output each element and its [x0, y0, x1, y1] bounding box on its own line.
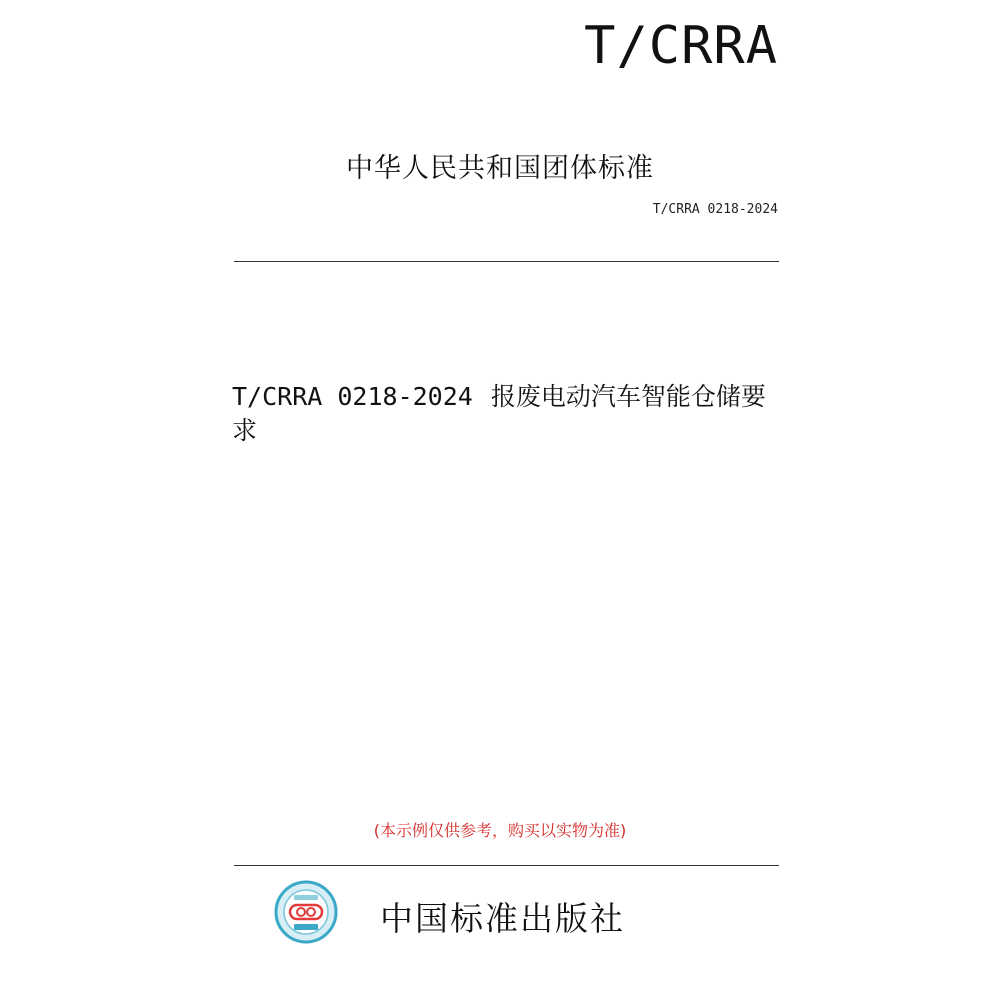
top-divider — [234, 261, 779, 262]
sample-notice: (本示例仅供参考，购买以实物为准) — [373, 821, 627, 840]
bottom-divider — [234, 865, 779, 866]
title-name: 报废电动汽车智能仓储要求 — [232, 382, 766, 445]
standard-type-heading: 中华人民共和国团体标准 — [346, 153, 654, 184]
publisher-name: 中国标准出版社 — [380, 899, 625, 938]
title-number: T/CRRA 0218-2024 — [232, 382, 473, 411]
standard-title — [232, 380, 780, 448]
series-code: T/CRRA — [584, 16, 778, 76]
publisher-seal-icon — [274, 880, 338, 944]
standard-number: T/CRRA 0218-2024 — [652, 202, 778, 217]
